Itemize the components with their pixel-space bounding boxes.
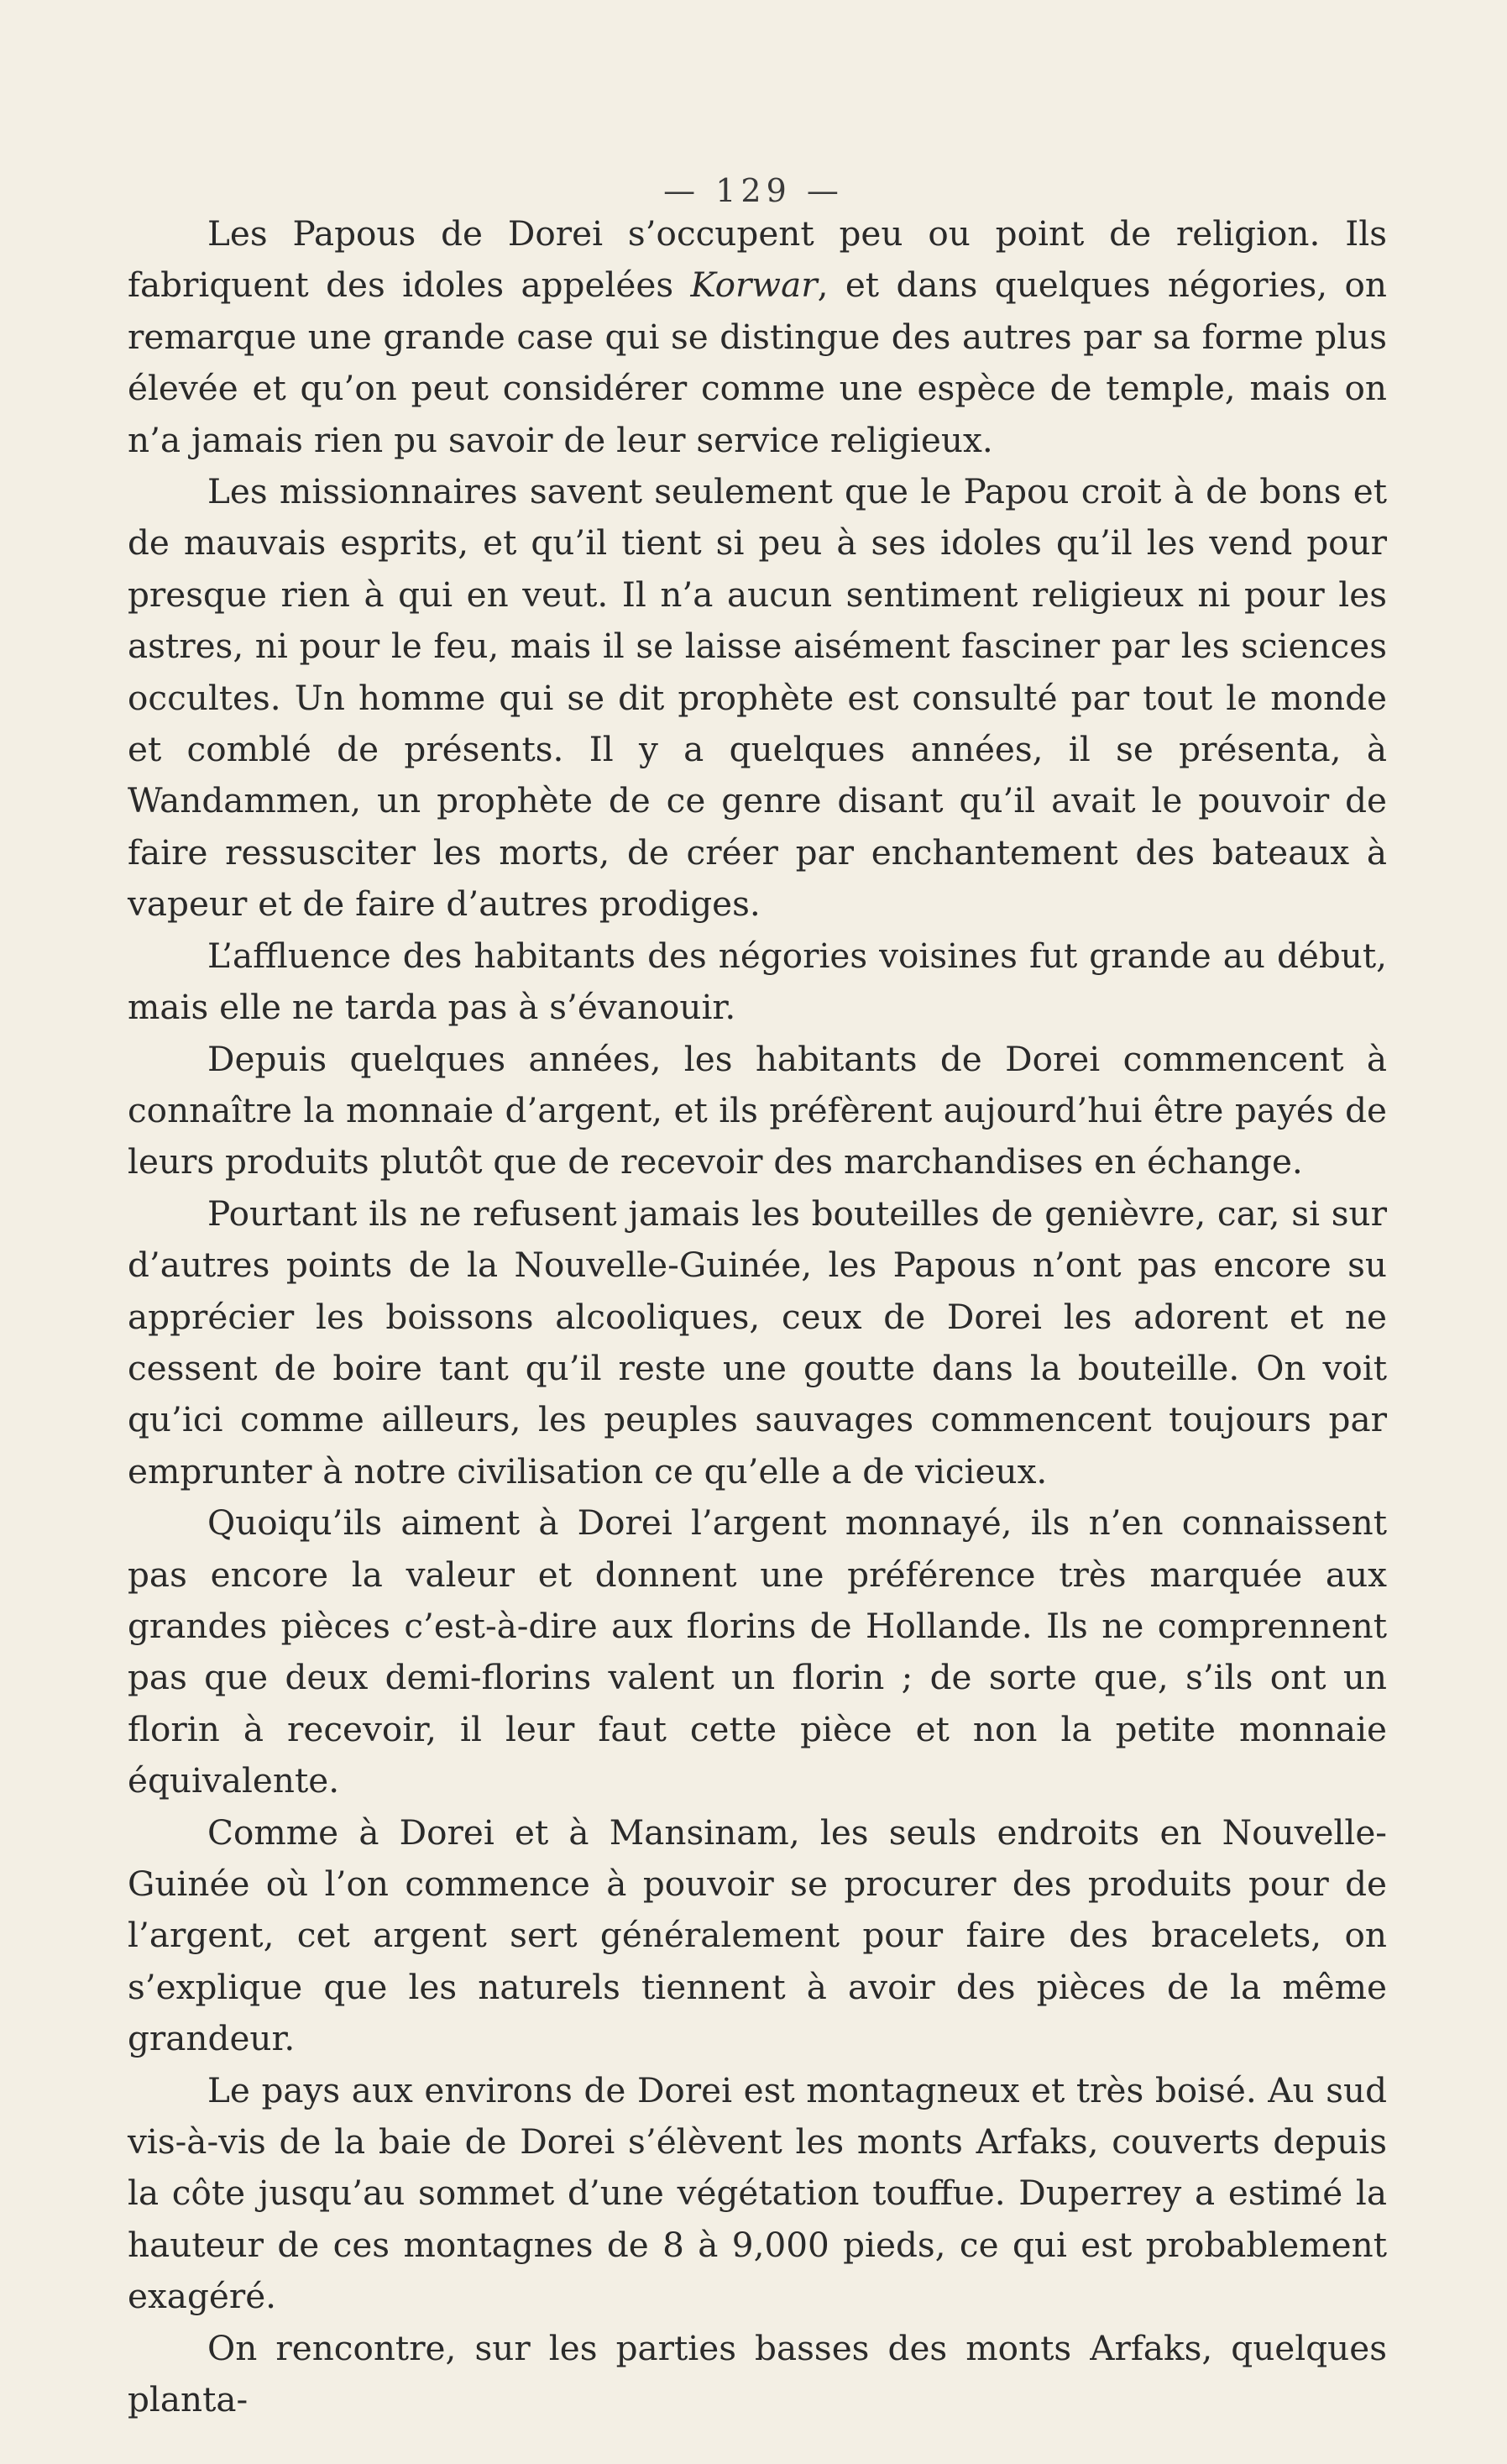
paragraph: Comme à Dorei et à Mansinam, les seuls endroits en Nouvelle-Guinée où l’on commence à pouvoir se procurer des produits pour de l’argent, cet argent sert généralement pour faire des bracelets, on s’explique que les naturels tiennent à avoir des pièces de la même grandeur. — [128, 1811, 1387, 2059]
paragraph: Le pays aux environs de Dorei est montagneux et très boisé. Au sud vis-à-vis de la baie de Dorei s’élèvent les monts Arfaks, couverts depuis la côte jusqu’au sommet d’une végétation touffue. Duperrey a estimé la hauteur de ces montagnes de 8 à 9,000 pieds, ce qui est probablement exagéré. — [128, 2069, 1387, 2317]
paragraph-text: , et dans quelques négories, on remarque une grande case qui se distingue des autres par sa forme plus élevée et qu’on peut considérer comme une espèce de temple, mais on n’a jamais rien pu savoir de leur service religieux. — [128, 265, 1387, 460]
italic-term: Korwar — [690, 265, 818, 306]
paragraph: Depuis quelques années, les habitants de Dorei commencent à connaître la monnaie d’argent, et ils préfèrent aujourd’hui être payés de leurs produits plutôt que de recevoir des marchandises en échange. — [128, 1038, 1387, 1182]
page-number: — 129 — — [663, 172, 844, 209]
paragraph — [128, 208, 1387, 466]
paragraph: Pourtant ils ne refusent jamais les bouteilles de genièvre, car, si sur d’autres points de la Nouvelle-Guinée, les Papous n’ont pas encore su apprécier les boissons alcooliques, ceux de Dorei les adorent et ne cessent de boire tant qu’il reste une goutte dans la bouteille. On voit qu’ici comme ailleurs, les peuples sauvages commencent toujours par emprunter à notre civilisation ce qu’elle a de vicieux. — [128, 1193, 1387, 1492]
paragraph: Quoiqu’ils aiment à Dorei l’argent monnayé, ils n’en connaissent pas encore la valeur et donnent une préférence très marquée aux grandes pièces c’est-à-dire aux florins de Hollande. Ils ne comprennent pas que deux demi-florins valent un florin ; de sorte que, s’ils ont un florin à recevoir, il leur faut cette pièce et non la petite monnaie équivalente. — [128, 1502, 1387, 1801]
paragraph: On rencontre, sur les parties basses des monts Arfaks, quelques planta- — [128, 2327, 1387, 2420]
paragraph: L’affluence des habitants des négories voisines fut grande au début, mais elle ne tarda pas à s’évanouir. — [128, 935, 1387, 1028]
paragraph-text: Les Papous de Dorei s’occupent peu ou point de religion. Ils fabriquent des idoles appelées — [128, 213, 1387, 306]
paragraph: Les missionnaires savent seulement que le Papou croit à de bons et de mauvais esprits, et qu’il tient si peu à ses idoles qu’il les vend pour presque rien à qui en veut. Il n’a aucun sentiment religieux ni pour les astres, ni pour le feu, mais il se laisse aisément fasciner par les sciences occultes. Un homme qui se dit prophète est consulté par tout le monde et comblé de présents. Il y a quelques années, il se présenta, à Wandammen, un prophète de ce genre disant qu’il avait le pouvoir de faire ressusciter les morts, de créer par enchantement des bateaux à vapeur et de faire d’autres prodiges. — [128, 471, 1387, 925]
body-text — [128, 208, 1387, 2425]
